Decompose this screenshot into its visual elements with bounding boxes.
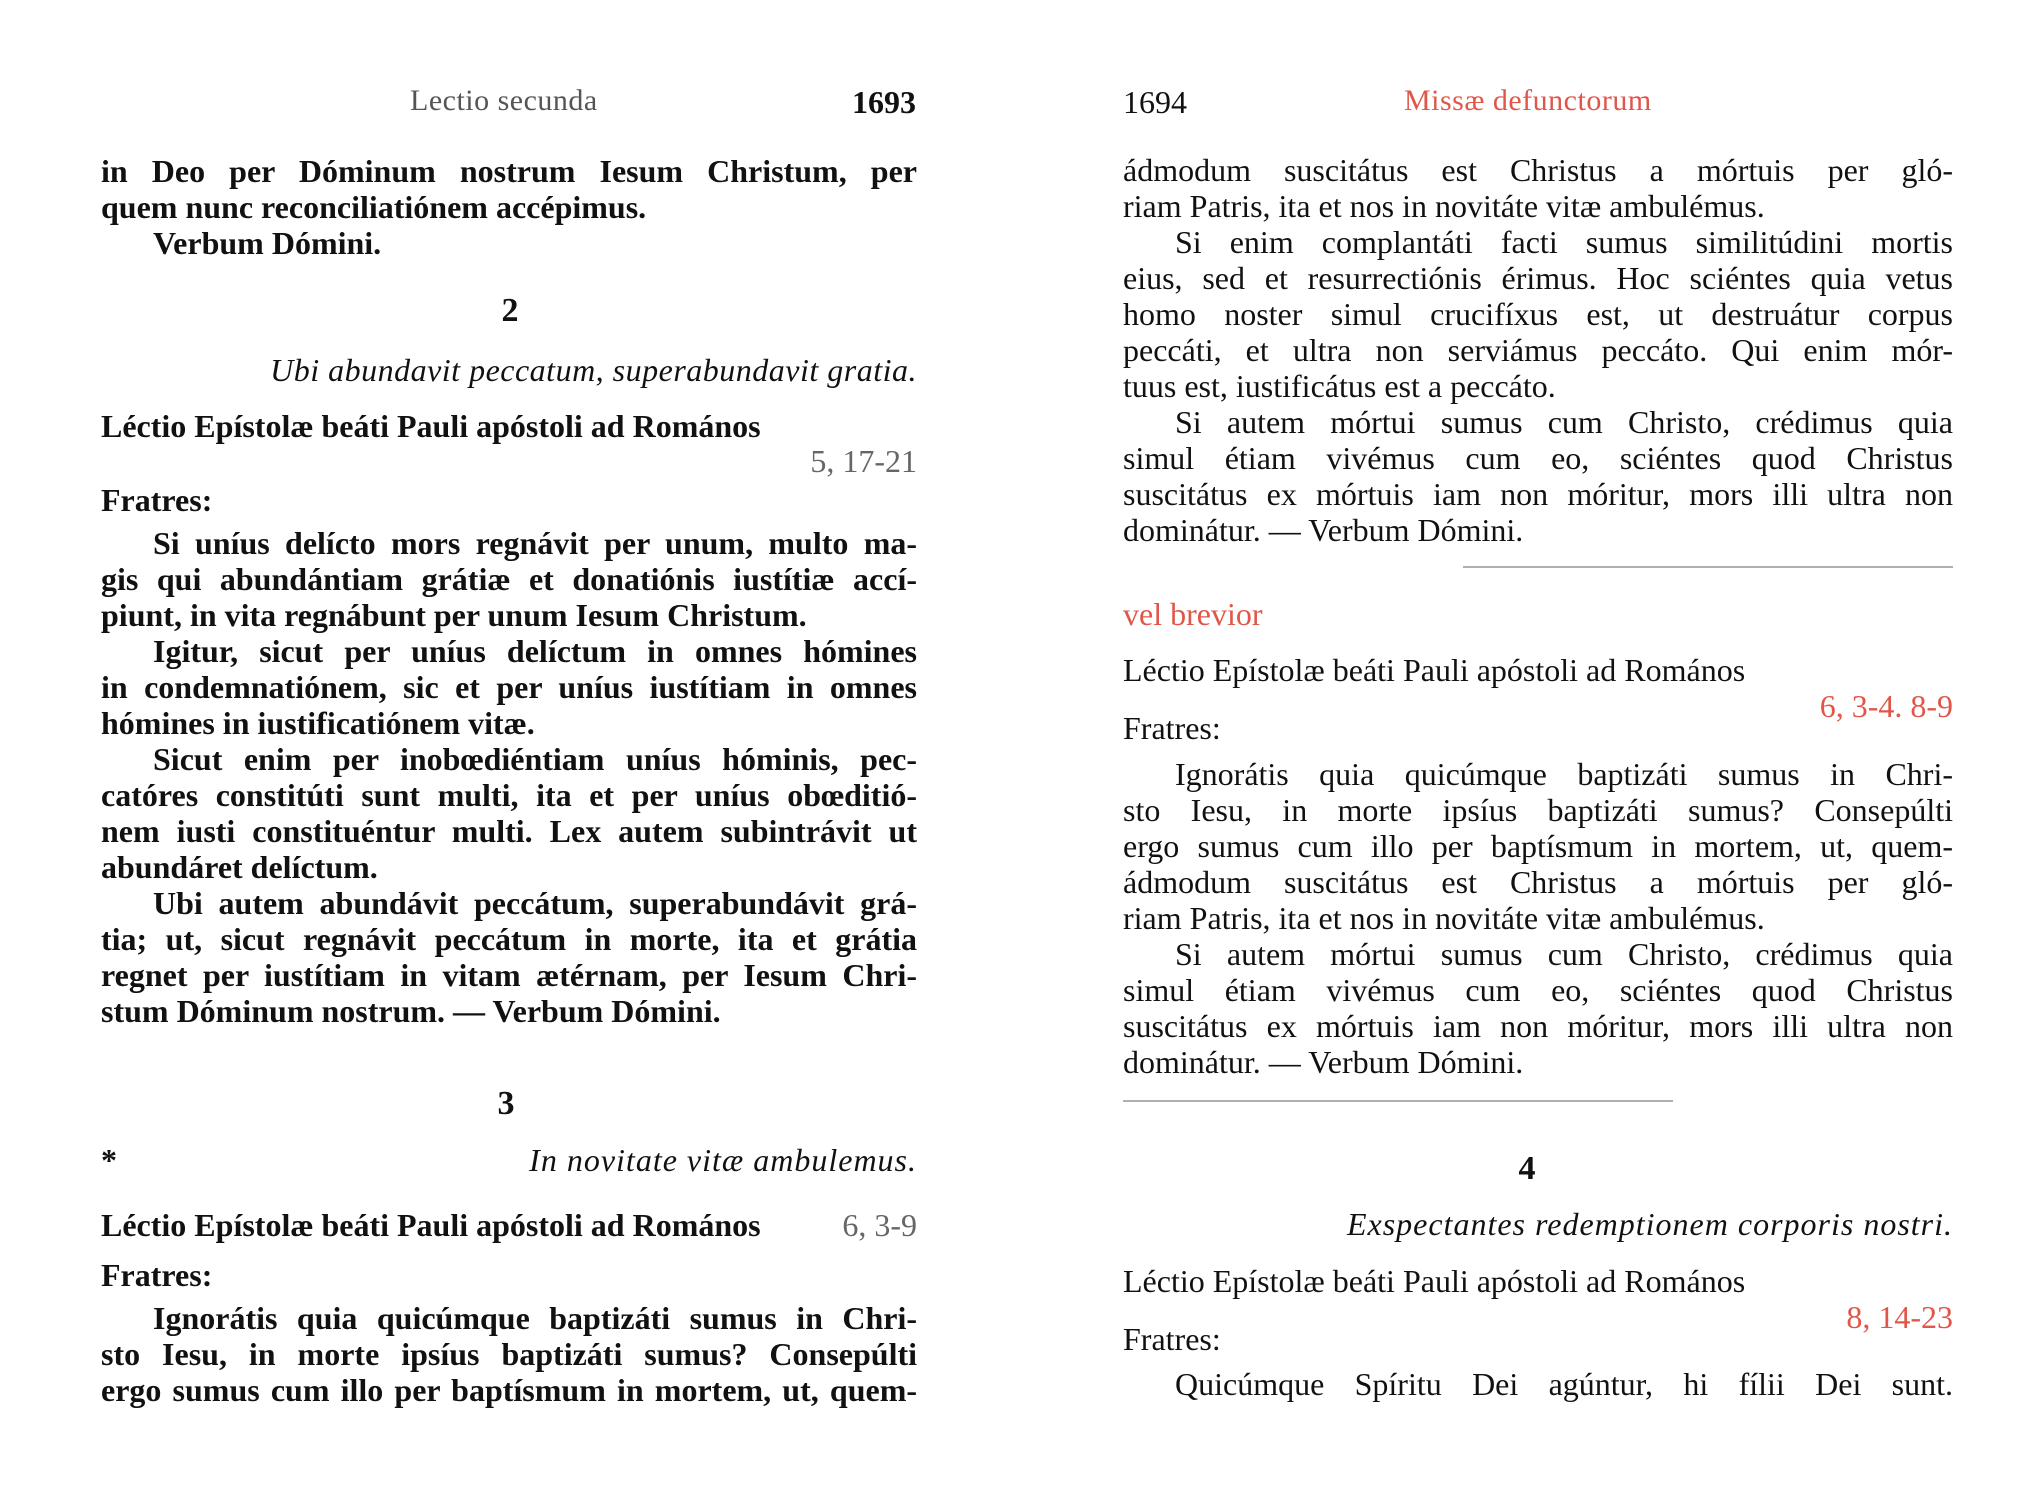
text-line: ergo sumus cum illo per baptísmum in mortem, ut, quem-: [1123, 828, 1953, 864]
text-line: suscitátus ex mórtuis iam non móritur, mors illi ultra non: [1123, 476, 1953, 512]
right-page: [1011, 0, 2022, 1500]
text-line: homo noster simul crucifíxus est, ut destruátur corpus: [1123, 296, 1953, 332]
text-line: Ignorátis quia quicúmque baptizáti sumus in Chri-: [1175, 756, 1953, 792]
text-line: simul étiam vivémus cum eo, sciéntes quod Christus: [1123, 440, 1953, 476]
section-motto: In novitate vitæ ambulemus.: [529, 1142, 917, 1178]
text-line: Quicúmque Spíritu Dei agúntur, hi fílii Dei sunt.: [1175, 1366, 1953, 1402]
text-line: ádmodum suscitátus est Christus a mórtuis per gló-: [1123, 864, 1953, 900]
text-line: abundáret delíctum.: [101, 849, 378, 885]
running-title: Lectio secunda: [410, 84, 598, 117]
text-line: Verbum Dómini.: [153, 225, 382, 261]
salutation: Fratres:: [1123, 710, 1221, 746]
page-number: 1693: [852, 84, 916, 120]
text-line: regnet per iustítiam in vitam ætérnam, per Iesum Chri-: [101, 957, 917, 993]
section-motto: Exspectantes redemptionem corporis nostri.: [1346, 1206, 1953, 1242]
scripture-reference: 6, 3-9: [842, 1207, 917, 1243]
salutation: Fratres:: [1123, 1321, 1221, 1357]
text-line: ádmodum suscitátus est Christus a mórtuis per gló-: [1123, 152, 1953, 188]
text-line: tia; ut, sicut regnávit peccátum in morte, ita et grátia: [101, 921, 917, 957]
text-line: sto Iesu, in morte ipsíus baptizáti sumus? Consepúlti: [101, 1336, 917, 1372]
section-number: 2: [501, 292, 519, 329]
section-divider: [1463, 566, 1953, 568]
text-line: nem iusti constituéntur multi. Lex autem subintrávit ut: [101, 813, 917, 849]
text-line: piunt, in vita regnábunt per unum Iesum Christum.: [101, 597, 807, 633]
text-line: tuus est, iustificátus est a peccáto.: [1123, 368, 1556, 404]
scripture-reference: 8, 14-23: [1846, 1299, 1953, 1335]
text-line: sto Iesu, in morte ipsíus baptizáti sumus? Consepúlti: [1123, 792, 1953, 828]
text-line: dominátur. — Verbum Dómini.: [1123, 1044, 1524, 1080]
text-line: eius, sed et resurrectiónis érimus. Hoc sciéntes quia vetus: [1123, 260, 1953, 296]
reading-heading: Léctio Epístolæ beáti Pauli apóstoli ad Romános: [101, 1207, 761, 1243]
text-line: suscitátus ex mórtuis iam non móritur, mors illi ultra non: [1123, 1008, 1953, 1044]
text-line: riam Patris, ita et nos in novitáte vitæ ambulémus.: [1123, 900, 1765, 936]
alternative-label: vel brevior: [1123, 596, 1263, 632]
text-line: Ubi autem abundávit peccátum, superabundávit grá-: [153, 885, 917, 921]
text-line: Sicut enim per inobœdiéntiam uníus hóminis, pec-: [153, 741, 917, 777]
section-motto: Ubi abundavit peccatum, superabundavit gratia.: [270, 352, 917, 388]
text-line: gis qui abundántiam grátiæ et donatiónis iustítiæ accí-: [101, 561, 917, 597]
salutation: Fratres:: [101, 1257, 213, 1293]
scripture-reference: 6, 3-4. 8-9: [1819, 688, 1953, 724]
text-line: Si autem mórtui sumus cum Christo, crédimus quia: [1175, 936, 1953, 972]
reading-heading: Léctio Epístolæ beáti Pauli apóstoli ad Romános: [1123, 1263, 1746, 1299]
text-line: dominátur. — Verbum Dómini.: [1123, 512, 1524, 548]
text-line: Si autem mórtui sumus cum Christo, crédimus quia: [1175, 404, 1953, 440]
page-number: 1694: [1123, 84, 1187, 120]
section-number: 4: [1518, 1150, 1536, 1187]
text-line: peccáti, et ultra non serviámus peccáto. Qui enim mór-: [1123, 332, 1953, 368]
asterisk-mark: *: [101, 1142, 117, 1178]
reading-heading: Léctio Epístolæ beáti Pauli apóstoli ad Romános: [101, 408, 761, 444]
text-line: in condemnatiónem, sic et per uníus iustítiam in omnes: [101, 669, 917, 705]
text-line: Ignorátis quia quicúmque baptizáti sumus in Chri-: [153, 1300, 917, 1336]
text-line: stum Dóminum nostrum. — Verbum Dómini.: [101, 993, 721, 1029]
text-line: catóres constitúti sunt multi, ita et per uníus obœditió-: [101, 777, 917, 813]
text-line: in Deo per Dóminum nostrum Iesum Christum, per: [101, 153, 917, 189]
text-line: Igitur, sicut per uníus delíctum in omnes hómines: [153, 633, 917, 669]
scripture-reference: 5, 17-21: [810, 443, 917, 479]
running-title: Missæ defunctorum: [1404, 84, 1652, 117]
reading-heading: Léctio Epístolæ beáti Pauli apóstoli ad Romános: [1123, 652, 1746, 688]
text-line: riam Patris, ita et nos in novitáte vitæ ambulémus.: [1123, 188, 1765, 224]
section-divider: [1123, 1100, 1673, 1102]
text-line: Si uníus delícto mors regnávit per unum, multo ma-: [153, 525, 917, 561]
text-line: quem nunc reconciliatiónem accépimus.: [101, 189, 647, 225]
section-number: 3: [497, 1085, 515, 1122]
text-line: Si enim complantáti facti sumus similitúdini mortis: [1175, 224, 1953, 260]
text-line: hómines in iustificatiónem vitæ.: [101, 705, 535, 741]
salutation: Fratres:: [101, 482, 213, 518]
text-line: simul étiam vivémus cum eo, sciéntes quod Christus: [1123, 972, 1953, 1008]
text-line: ergo sumus cum illo per baptísmum in mortem, ut, quem-: [101, 1372, 917, 1408]
